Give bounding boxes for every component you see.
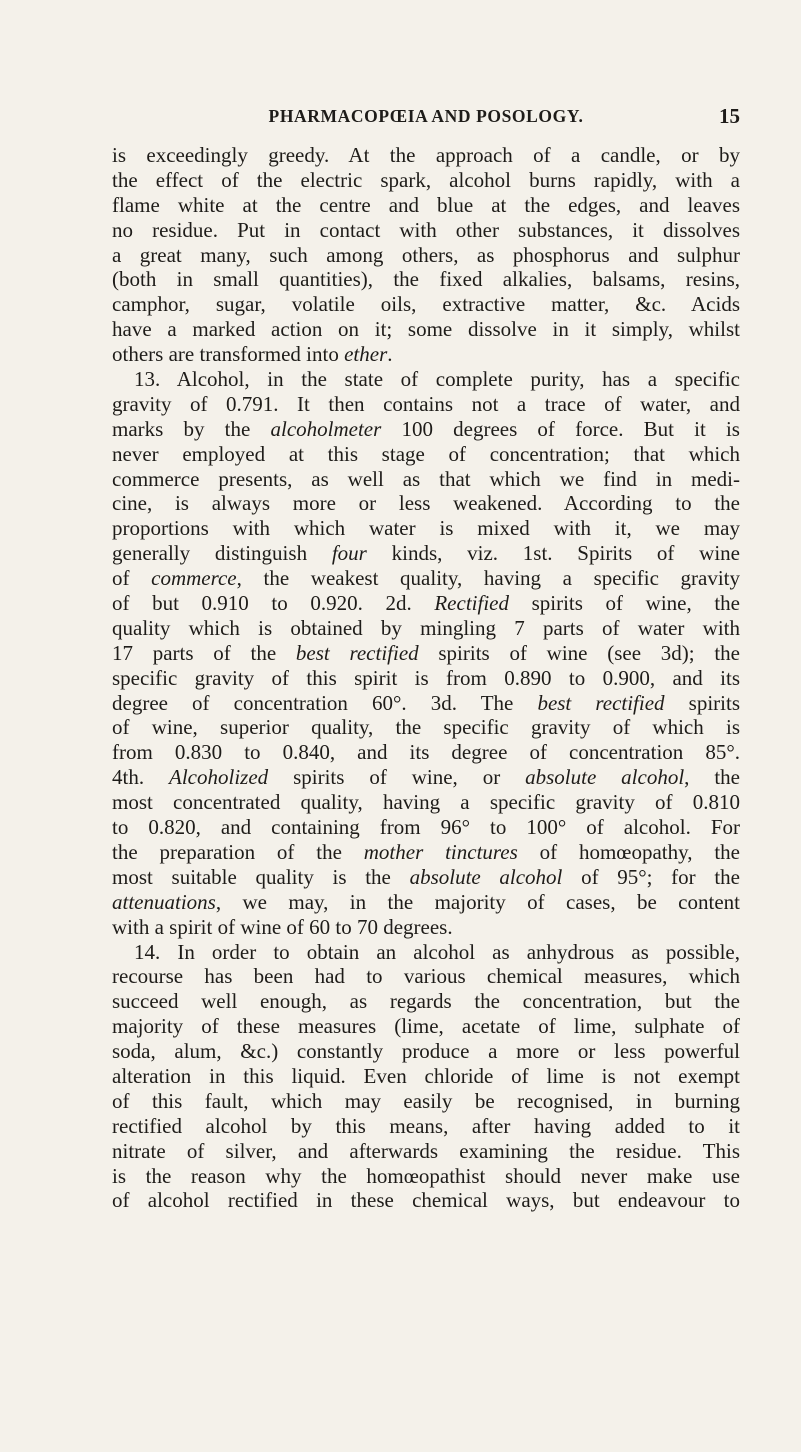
text-line: to 0.820, and containing from 96° to 100° of alcohol. For [112,815,740,840]
italic-term: best rectified [537,690,665,715]
text-line: succeed well enough, as regards the concentration, but the [112,989,740,1014]
page-number: 15 [719,104,740,128]
text-line: soda, alum, &c.) constantly produce a more or less powerful [112,1039,740,1064]
text-line: is the reason why the homœopathist should never make use [112,1163,740,1188]
text-line: no residue. Put in contact with other substances, it dissolves [112,217,740,242]
italic-term: commerce [151,566,237,591]
text-line: of this fault, which may easily be recognised, in burning [112,1088,740,1113]
text-line: cine, is always more or less weakened. According to the [112,491,740,516]
paragraph-13-start: 13. Alcohol, in the state of complete purity, has a specific [134,367,740,392]
italic-term: alcoholmeter [270,416,382,441]
text-line: attenuations, we may, in the majority of cases, be content [112,889,740,914]
text-line: the preparation of the mother tinctures of homœopathy, the [112,839,740,864]
text-line: generally distinguish four kinds, viz. 1st. Spirits of wine [112,541,740,566]
text-line: others are transformed into ether. [112,342,393,367]
paragraph-14-start: 14. In order to obtain an alcohol as anhydrous as possible, [134,939,740,964]
text-line: nitrate of silver, and afterwards examining the residue. This [112,1138,740,1163]
italic-term: mother tinctures [363,839,518,864]
text-line: of but 0.910 to 0.920. 2d. Rectified spirits of wine, the [112,591,740,616]
italic-term: absolute alcohol [409,864,563,889]
text-line: of wine, superior quality, the specific gravity of which is [112,715,740,740]
italic-term: absolute alcohol [525,765,685,790]
page-header [112,104,740,130]
text-line: quality which is obtained by mingling 7 parts of water with [112,615,740,640]
italic-term: attenuations [112,889,216,914]
text-line: specific gravity of this spirit is from 0.890 to 0.900, and its [112,665,740,690]
text-line: flame white at the centre and blue at the edges, and leaves [112,192,740,217]
text-line: of commerce, the weakest quality, having a specific gravity [112,566,740,591]
italic-term: ether [344,342,388,367]
text-line: rectified alcohol by this means, after having added to it [112,1113,740,1138]
italic-term: four [331,541,367,566]
text-line: recourse has been had to various chemical measures, which [112,964,740,989]
text-line: from 0.830 to 0.840, and its degree of concentration 85°. [112,740,740,765]
body-text [112,143,740,1213]
text-line: (both in small quantities), the fixed alkalies, balsams, resins, [112,267,740,292]
text-line: majority of these measures (lime, acetate of lime, sulphate of [112,1014,740,1039]
text-line: marks by the alcoholmeter 100 degrees of force. But it is [112,416,740,441]
text-line: commerce presents, as well as that which we find in medi- [112,466,740,491]
italic-term: Alcoholized [169,765,269,790]
text-line: a great many, such among others, as phosphorus and sulphur [112,242,740,267]
text-line: of alcohol rectified in these chemical ways, but endeavour to [112,1188,740,1213]
text-line: never employed at this stage of concentration; that which [112,441,740,466]
text-line: gravity of 0.791. It then contains not a trace of water, and [112,391,740,416]
text-line: with a spirit of wine of 60 to 70 degrees. [112,914,453,939]
text-line: degree of concentration 60°. 3d. The best rectified spirits [112,690,740,715]
text-line: the effect of the electric spark, alcohol burns rapidly, with a [112,167,740,192]
text-line: most concentrated quality, having a specific gravity of 0.810 [112,790,740,815]
text-line: most suitable quality is the absolute alcohol of 95°; for the [112,864,740,889]
text-line: is exceedingly greedy. At the approach of a candle, or by [112,143,740,167]
text-line: camphor, sugar, volatile oils, extractive matter, &c. Acids [112,292,740,317]
italic-term: Rectified [434,591,509,616]
running-title: PHARMACOPŒIA AND POSOLOGY. [268,106,584,126]
text-line: 17 parts of the best rectified spirits of wine (see 3d); the [112,640,740,665]
text-line: 4th. Alcoholized spirits of wine, or absolute alcohol, the [112,765,740,790]
text-line: have a marked action on it; some dissolve in it simply, whilst [112,317,740,342]
italic-term: best rectified [295,640,419,665]
text-line: alteration in this liquid. Even chloride of lime is not exempt [112,1063,740,1088]
text-line: proportions with which water is mixed with it, we may [112,516,740,541]
